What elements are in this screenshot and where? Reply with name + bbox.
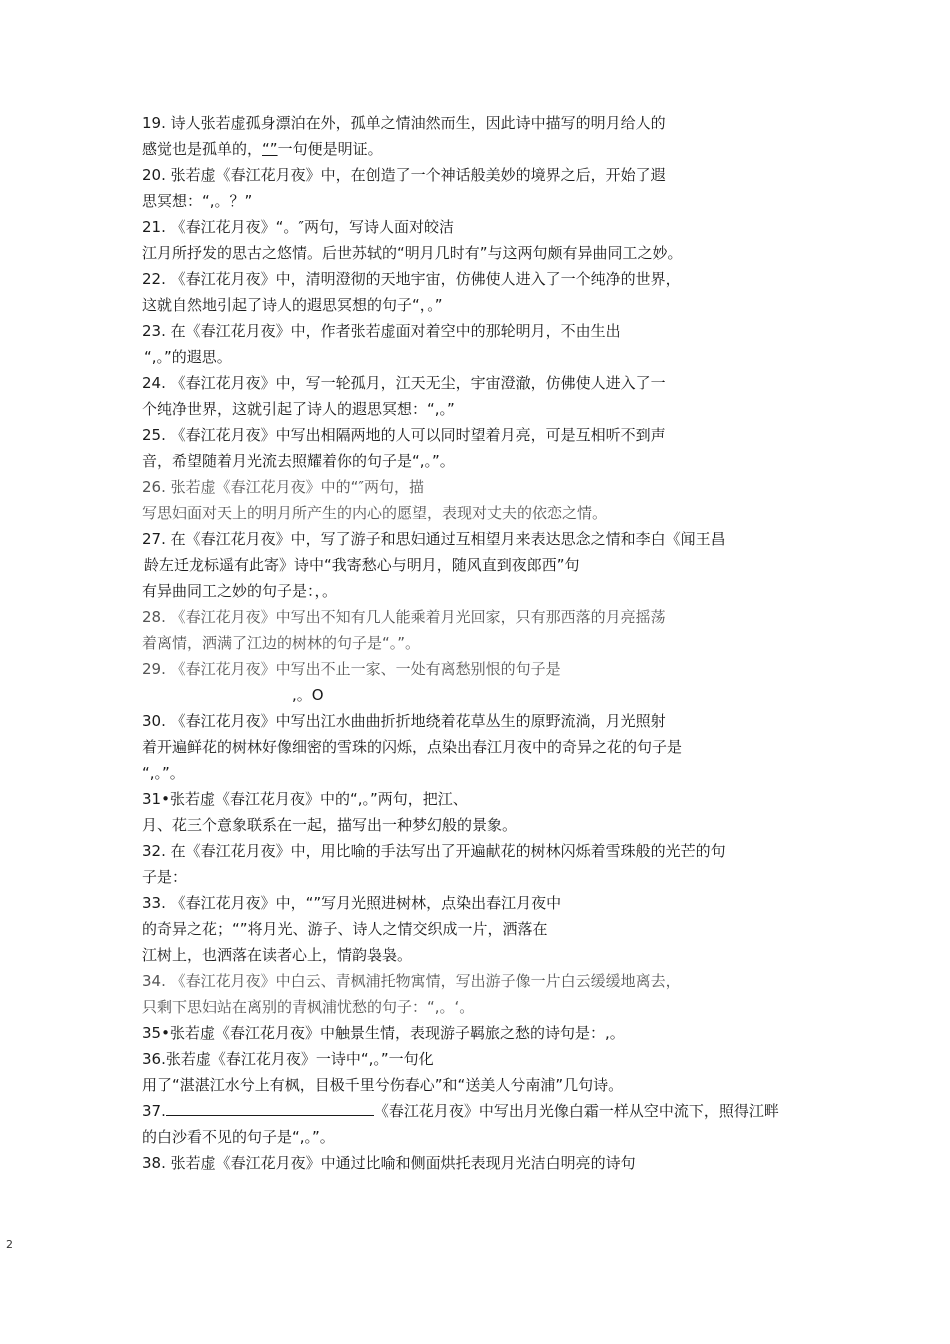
question-25 xyxy=(142,422,822,474)
question-number: 30. xyxy=(142,712,166,730)
question-34 xyxy=(142,968,822,1020)
question-text: 《春江花月夜》中，写一轮孤月，江天无尘，宇宙澄澈，仿佛使人进入了一 xyxy=(170,374,666,392)
question-text: 有异曲同工之妙的句子是：，。 xyxy=(142,582,338,600)
question-number: 27. xyxy=(142,530,166,548)
question-text: 龄左迁龙标遥有此寄》诗中“我寄愁心与明月，随风直到夜郎西”句 xyxy=(144,556,580,574)
question-24 xyxy=(142,370,822,422)
question-text: 着开遍鲜花的树林好像细密的雪珠的闪烁，点染出春江月夜中的奇异之花的句子是 xyxy=(142,738,683,756)
question-text: 张若虚《春江花月夜》中触景生情，表现游子羁旅之愁的诗句是：,。 xyxy=(169,1024,625,1042)
question-number: 31• xyxy=(142,790,170,808)
question-number: 29. xyxy=(142,660,166,678)
question-30 xyxy=(142,708,822,786)
question-text: 张若虚《春江花月夜》中的“,。”两句，把江、 xyxy=(169,790,468,808)
question-text: 一句便是明证。 xyxy=(277,140,383,158)
question-37 xyxy=(142,1098,822,1150)
question-number: 35• xyxy=(142,1024,170,1042)
question-text: 用了“湛湛江水兮上有枫，目极千里兮伤春心”和“送美人兮南浦”几句诗。 xyxy=(142,1076,624,1094)
question-text: 个纯净世界，这就引起了诗人的遐思冥想：“,。” xyxy=(142,400,455,418)
question-text: 只剩下思妇站在离别的青枫浦忧愁的句子：“,。‘。 xyxy=(142,998,475,1016)
question-text: 《春江花月夜》中，“”写月光照进树林，点染出春江月夜中 xyxy=(170,894,562,912)
question-27 xyxy=(142,526,822,604)
question-38 xyxy=(142,1150,822,1176)
emphasis-text: 比喻和侧面烘托 xyxy=(365,1154,471,1172)
question-29 xyxy=(142,656,822,708)
question-20 xyxy=(142,162,822,214)
question-text: 《春江花月夜》中写出相隔两地的人可以同时望着月亮，可是互相听不到声 xyxy=(170,426,666,444)
question-text: “,。”的遐思。 xyxy=(144,348,232,366)
question-text: 表现月光洁白明亮的诗句 xyxy=(470,1154,636,1172)
question-text: “,。”。 xyxy=(142,764,185,782)
question-number: 24. xyxy=(142,374,166,392)
question-text: 的奇异之花；“”将月光、游子、诗人之情交织成一片，洒落在 xyxy=(142,920,548,938)
question-26 xyxy=(142,474,822,526)
question-text: ,。O xyxy=(292,686,324,704)
question-text: 的白沙看不见的句子是“,。”。 xyxy=(142,1128,335,1146)
question-22 xyxy=(142,266,822,318)
question-number: 34. xyxy=(142,972,166,990)
question-number: 37. xyxy=(142,1102,166,1120)
question-text: 音，希望随着月光流去照耀着你的句子是“,。”。 xyxy=(142,452,455,470)
question-number: 22. xyxy=(142,270,166,288)
question-number: 38. xyxy=(142,1154,166,1172)
question-28 xyxy=(142,604,822,656)
question-text: 思冥想：“,。？” xyxy=(142,192,253,210)
question-number: 20. xyxy=(142,166,166,184)
question-text: 在《春江花月夜》中，用比喻的手法写出了开遍献花的树林闪烁着雪珠般的光芒的句 xyxy=(170,842,726,860)
question-text: 《春江花月夜》中写出江水曲曲折折地绕着花草丛生的原野流淌，月光照射 xyxy=(170,712,666,730)
question-36 xyxy=(142,1046,822,1098)
question-text: 张若虚《春江花月夜》中，在创造了一个神话般美妙的境界之后，开始了遐 xyxy=(170,166,666,184)
question-number: 21. xyxy=(142,218,166,236)
question-text: 《春江花月夜》“。″两句，写诗人面对皎洁 xyxy=(170,218,455,236)
question-text: 月、花三个意象联系在一起，描写出一种梦幻般的景象。 xyxy=(142,816,518,834)
question-text: 子是： xyxy=(142,868,188,886)
question-text: 张若虚《春江花月夜》一诗中“,。”一句化 xyxy=(165,1050,434,1068)
question-number: 19. xyxy=(142,114,166,132)
answer-blank: “” xyxy=(262,140,278,158)
question-list xyxy=(142,110,822,1176)
question-text: 诗人张若虚孤身漂泊在外，孤单之情油然而生，因此诗中描写的明月给人的 xyxy=(170,114,666,132)
question-number: 33. xyxy=(142,894,166,912)
question-text: 感觉也是孤单的， xyxy=(142,140,263,158)
question-text: 张若虚《春江花月夜》中的“″两句，描 xyxy=(170,478,425,496)
question-text: 在《春江花月夜》中，写了游子和思妇通过互相望月来表达思念之情和李白《闻王昌 xyxy=(170,530,726,548)
question-text: 《春江花月夜》中，清明澄彻的天地宇宙，仿佛使人进入了一个纯净的世界， xyxy=(170,270,681,288)
question-number: 25. xyxy=(142,426,166,444)
question-text: 《春江花月夜》中写出月光像白霜一样从空中流下，照得江畔 xyxy=(373,1102,779,1120)
question-32 xyxy=(142,838,822,890)
answer-blank-line xyxy=(166,1101,374,1116)
question-35 xyxy=(142,1020,822,1046)
question-21 xyxy=(142,214,822,266)
question-number: 36. xyxy=(142,1050,166,1068)
question-text: 在《春江花月夜》中，作者张若虚面对着空中的那轮明月，不由生出 xyxy=(170,322,621,340)
question-number: 28. xyxy=(142,608,166,626)
question-text: 写思妇面对天上的明月所产生的内心的愿望，表现对丈夫的依恋之情。 xyxy=(142,504,608,522)
page-number: 2 xyxy=(6,1238,13,1251)
question-text: 这就自然地引起了诗人的遐思冥想的句子“，。” xyxy=(142,296,443,314)
question-text: 张若虚《春江花月夜》中通过 xyxy=(170,1154,366,1172)
question-31 xyxy=(142,786,822,838)
question-text: 《春江花月夜》中写出不知有几人能乘着月光回家，只有那西落的月亮摇荡 xyxy=(170,608,666,626)
question-number: 26. xyxy=(142,478,166,496)
question-text: 江月所抒发的思古之悠情。后世苏轼的“明月几时有”与这两句颇有异曲同工之妙。 xyxy=(142,244,683,262)
question-number: 23. xyxy=(142,322,166,340)
question-text: 《春江花月夜》中写出不止一家、一处有离愁别恨的句子是 xyxy=(170,660,561,678)
question-text: 着离情，洒满了江边的树林的句子是“。”。 xyxy=(142,634,421,652)
question-text: 江树上，也洒落在读者心上，情韵袅袅。 xyxy=(142,946,413,964)
question-33 xyxy=(142,890,822,968)
question-number: 32. xyxy=(142,842,166,860)
question-19 xyxy=(142,110,822,162)
question-text: 《春江花月夜》中白云、青枫浦托物寓情，写出游子像一片白云缓缓地离去， xyxy=(170,972,681,990)
question-23 xyxy=(142,318,822,370)
